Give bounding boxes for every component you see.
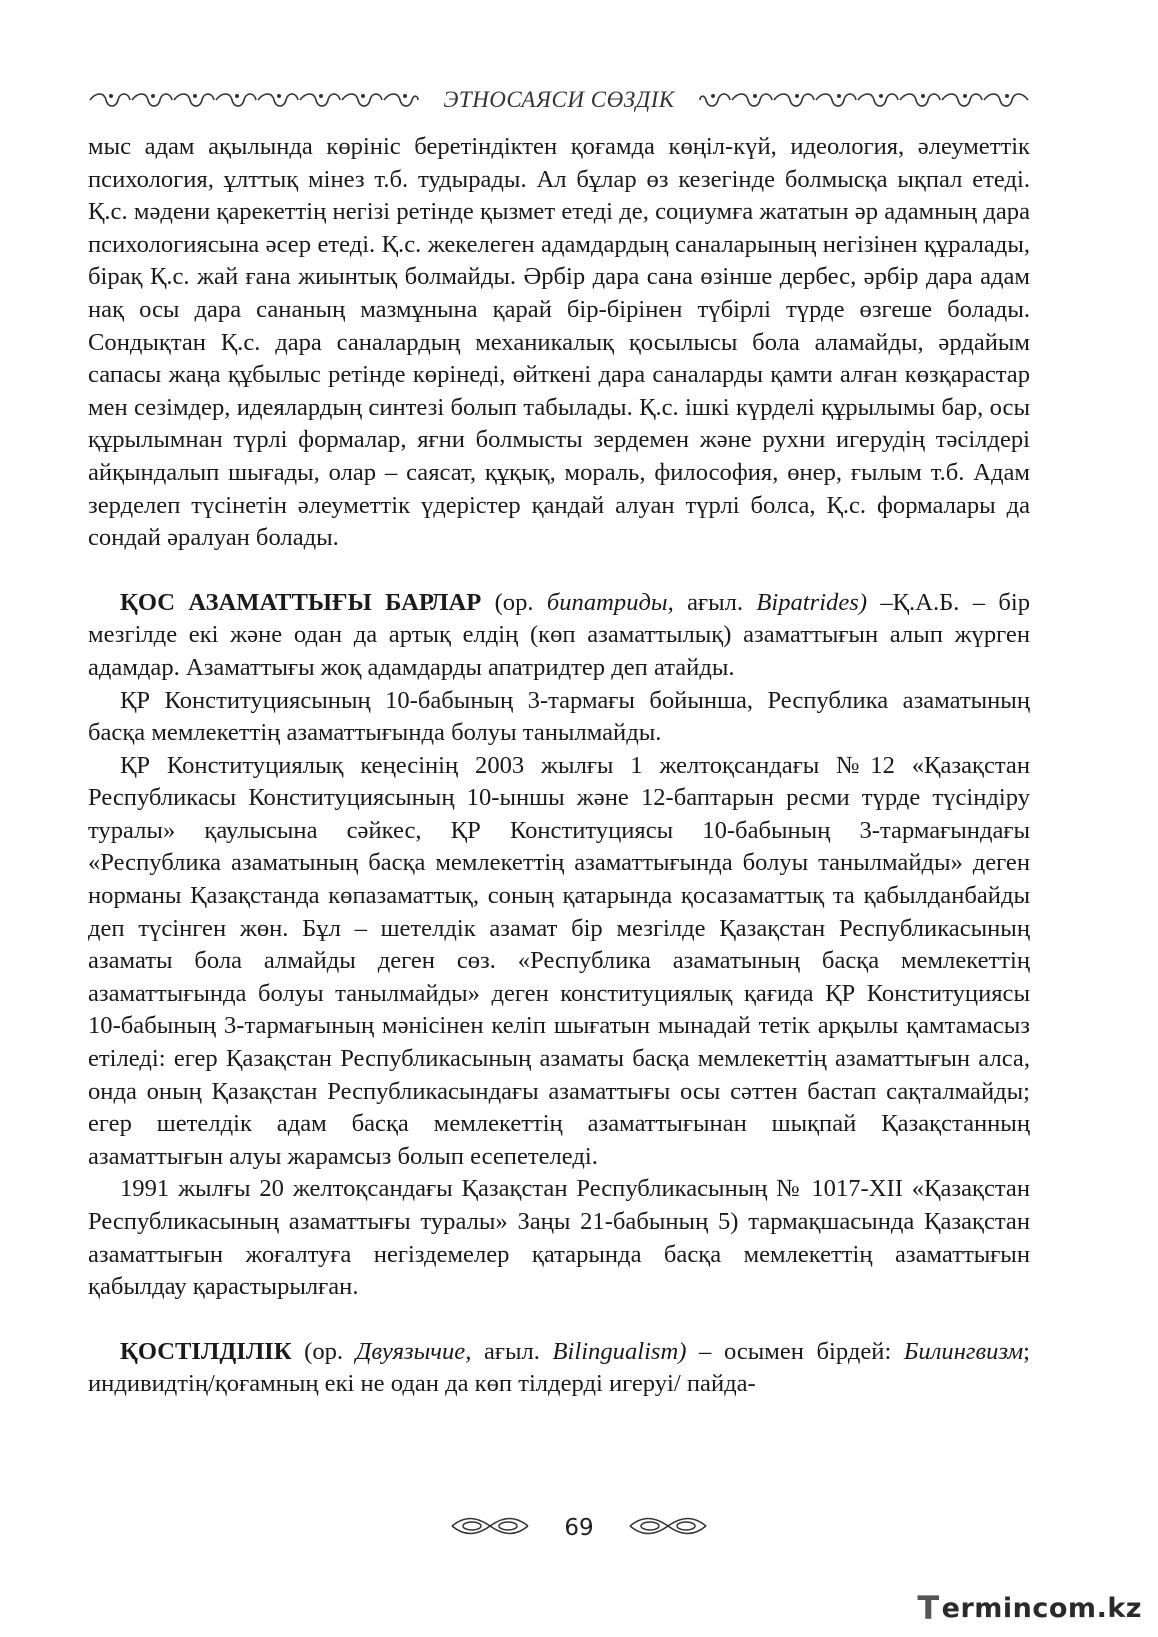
entry-definition: –Қ.А.Б. – бір мезгілде екі және одан да артық елдің (көп азаматтылық) азаматтығын алып жүрген адамдар. Азаматтығы жоқ адамдарды апатридтер деп атайды. <box>88 588 1030 681</box>
entry-english-term: Bilingualism) <box>552 1337 687 1365</box>
entry-headword: ҚОСТІЛДІЛІК <box>120 1337 292 1365</box>
page-number: 69 <box>564 1515 594 1541</box>
entry-paren-open: (ор. <box>481 588 547 616</box>
entry-separator <box>88 1304 1030 1336</box>
right-flourish-icon <box>628 1514 708 1543</box>
entry-paragraph: ҚР Конституциялық кеңесінің 2003 жылғы 1 желтоқсандағы №12 «Қазақстан Республикасы Конституциясының 10-ыншы және 12-баптарын ресми түрде түсіндіру туралы» қаулысына сәйкес, ҚР Конституциясы 10-бабының 3-тармағындағы «Республика азаматының басқа мемлекеттің азаматтығында болуы танылмайды» деген норманы Қазақстанда көпазаматтық, соның қатарында қосазаматтық та қабылданбайды деп түсінген жөн. Бұл – шетелдік азамат бір мезгілде Қазақстан Республикасының азаматы бола алмайды деген сөз. «Республика азаматының басқа мемлекеттің азаматтығында болуы танылмайды» деген конституциялық қағида ҚР Конституциясы 10-бабының 3-тармағының мәнісінен келіп шығатын мынадай тетік арқылы қамтамасыз етіледі: егер Қазақстан Республикасының азаматы басқа мемлекеттің азаматтығын алса, онда оның Қазақстан Республикасындағы азаматтығы осы сәттен бастап сақталмайды; егер шетелдік адам басқа мемлекеттің азаматтығынан шықпай Қазақстанның азаматтығын алуы жарамсыз болып есепетеледі. <box>88 751 1030 1170</box>
watermark-logo <box>917 1589 1142 1627</box>
entry-definition: ; индивидтің/қоғамның екі не одан да көп тілдерді игеруі/ пайда- <box>88 1337 1031 1398</box>
watermark-text: ermincom.kz <box>941 1592 1142 1624</box>
page-body <box>88 131 1030 1401</box>
entry-synonym: Билингвизм <box>903 1337 1024 1365</box>
running-header <box>88 86 1030 114</box>
header-title: ЭТНОСАЯСИ СӨЗДІК <box>443 87 675 112</box>
entry-qos-azamattygy <box>88 587 1030 685</box>
entry-qostildilik <box>88 1336 1030 1401</box>
entry-paren-open: (ор. <box>291 1337 356 1365</box>
entry-paragraph: ҚР Конституциясының 10-бабының 3-тармағы бойынша, Республика азаматының басқа мемлекеттің азаматтығында болуы танылмайды. <box>88 686 1030 747</box>
entry-separator <box>88 555 1030 587</box>
page-footer <box>0 1512 1158 1544</box>
right-ornament-icon <box>698 90 1030 110</box>
entry-russian-term: Двуязычие, <box>355 1337 472 1365</box>
left-ornament-icon <box>88 90 420 110</box>
watermark-t-letter: T <box>917 1589 940 1627</box>
entry-english-prefix: ағыл. <box>673 588 757 616</box>
entry-paragraph: 1991 жылғы 20 желтоқсандағы Қазақстан Республикасының № 1017-XII «Қазақстан Республикасының азаматтығы туралы» Заңы 21-бабының 5) тармақшасында Қазақстан азаматтығын жоғалтуға негіздемелер қатарында басқа мемлекеттің азаматтығын қабылдау қарастырылған. <box>88 1175 1030 1301</box>
entry-headword: ҚОС АЗАМАТТЫҒЫ БАРЛАР <box>120 588 482 616</box>
left-flourish-icon <box>450 1514 530 1543</box>
continuation-paragraph: мыс адам ақылында көрініс беретіндіктен қоғамда көңіл-күй, идеология, әлеуметтік психология, ұлттық мінез т.б. тудырады. Ал бұлар өз кезегінде болмысқа ықпал етеді. Қ.с. мәдени қарекеттің негізі ретінде қызмет етеді де, социумға жататын әр адамның дара психологиясына әсер етеді. Қ.с. жекелеген адамдардың саналарының негізінен құралады, бірақ Қ.с. жай ғана жиынтық болмайды. Әрбір дара сана өзінше дербес, әрбір дара адам нақ осы дара сананың мазмұнына қарай бір-бірінен түбірлі түрде өзгеше болады. Сондықтан Қ.с. дара саналардың механикалық қосылысы бола аламайды, әрдайым сапасы жаңа құбылыс ретінде көрінеді, өйткені дара саналарды қамти алған көзқарастар мен сезімдер, идеялардың синтезі болып табылады. Қ.с. ішкі күрделі құрылымы бар, осы құрылымнан түрлі формалар, яғни болмысты зердемен және рухни игерудің тәсілдері айқындалып шығады, олар – саясат, құқық, мораль, философия, өнер, ғылым т.б. Адам зерделеп түсінетін әлеуметтік үдерістер қандай алуан түрлі болса, Қ.с. формалары да сондай әралуан болады. <box>88 133 1030 552</box>
entry-english-prefix: ағыл. <box>471 1337 553 1365</box>
entry-synonym-prefix: – осымен бірдей: <box>686 1337 904 1365</box>
entry-russian-term: бипатриды, <box>546 588 674 616</box>
entry-english-term: Bipatrides) <box>756 588 868 616</box>
